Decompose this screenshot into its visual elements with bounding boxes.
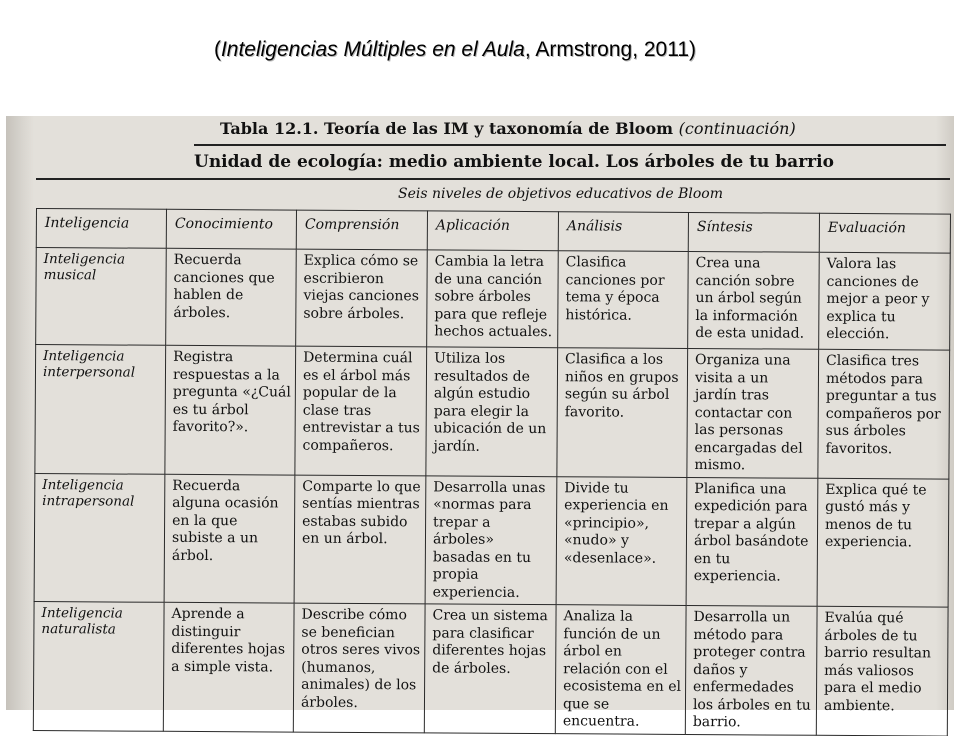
table-cell: Recuerda alguna ocasión en la que subiste a un árbol. [164,474,295,603]
table-cell: Planifica una expedición para trepar a algún árbol basándote en tu experiencia. [686,477,818,606]
unit-heading: Unidad de ecología: medio ambiente local. Los árboles de tu barrio [194,152,834,172]
header-inteligencia: Inteligencia [36,209,166,249]
table-cell: Desarrolla un método para proteger contra daños y enfermedades los árboles en tu barrio. [685,605,817,734]
header-conocimiento: Conocimiento [166,209,296,249]
header-aplicacion: Aplicación [427,211,558,251]
table-cell: Divide tu experiencia en «principio», «nudo» y «desenlace». [556,476,687,605]
bloom-levels-caption: Seis niveles de objetivos educativos de Bloom [398,186,723,202]
row-intelligence-label: Inteligencia naturalista [33,601,164,730]
scanned-page [6,116,954,731]
table-row [33,601,948,735]
table-cell: Cambia la letra de una canción sobre árboles para que refleje hechos actuales. [427,250,559,348]
slide-caption [0,38,910,62]
header-evaluacion: Evaluación [819,213,950,253]
table-cell: Registra respuestas a la pregunta «¿Cuál es tu árbol favorito?». [165,345,296,474]
table-row [36,248,951,351]
table-cell: Clasifica tres métodos para preguntar a tus compañeros por sus árboles favoritos. [818,349,950,478]
title-rule [194,144,946,146]
table-cell: Utiliza los resultados de algún estudio para elegir la ubicación de un jardín. [426,347,558,476]
caption-book-title: Inteligencias Múltiples en el Aula [220,38,525,61]
table-title-main: Tabla 12.1. Teoría de las IM y taxonomía de Bloom [220,119,674,138]
table-cell: Recuerda canciones que hablen de árboles. [166,248,297,346]
table-cell: Desarrolla unas «normas para trepar a árboles» basadas en tu propia experiencia. [425,475,557,604]
table-cell: Explica qué te gustó más y menos de tu experiencia. [817,478,949,607]
table-row [34,473,949,607]
header-comprension: Comprensión [296,210,427,250]
row-intelligence-label: Inteligencia musical [36,248,167,346]
table-cell: Valora las canciones de mejor a peor y explica tu elección. [819,252,951,350]
table-cell: Clasifica canciones por tema y época histórica. [558,251,689,349]
table-cell: Crea una canción sobre un árbol según la información de esta unidad. [688,251,820,349]
table-cell: Explica cómo se escribieron viejas canciones sobre árboles. [296,249,428,347]
bloom-taxonomy-table [33,208,951,736]
table-cell: Aprende a distinguir diferentes hojas a simple vista. [163,602,294,731]
table-cell: Determina cuál es el árbol más popular de la clase tras entrevistar a tus compañeros. [295,346,427,475]
table-row [35,345,950,479]
table-cell: Describe cómo se benefician otros seres vivos (humanos, animales) de los árboles. [293,603,425,732]
caption-open-paren: ( [213,38,221,61]
unit-rule [36,178,950,180]
row-intelligence-label: Inteligencia intrapersonal [34,473,165,602]
header-row [36,209,950,254]
page-bleed-left [6,116,34,710]
table-cell: Analiza la función de un árbol en relación con el ecosistema en el que se encuentra. [555,605,686,734]
table-title-continuation: (continuación) [678,119,796,138]
table-title [220,119,796,138]
row-intelligence-label: Inteligencia interpersonal [35,345,166,474]
table-cell: Crea un sistema para clasificar diferentes hojas de árboles. [424,604,556,733]
table-cell: Comparte lo que sentías mientras estabas subido en un árbol. [294,475,426,604]
table-cell: Clasifica a los niños en grupos según su árbol favorito. [557,348,688,477]
header-sintesis: Síntesis [688,212,819,252]
table-cell: Organiza una visita a un jardín tras contactar con las personas encargadas del mismo. [687,348,819,477]
caption-author-year: , Armstrong, 2011) [524,38,697,61]
header-analisis: Análisis [558,212,688,252]
table-cell: Evalúa qué árboles de tu barrio resultan más valiosos para el medio ambiente. [816,606,948,735]
